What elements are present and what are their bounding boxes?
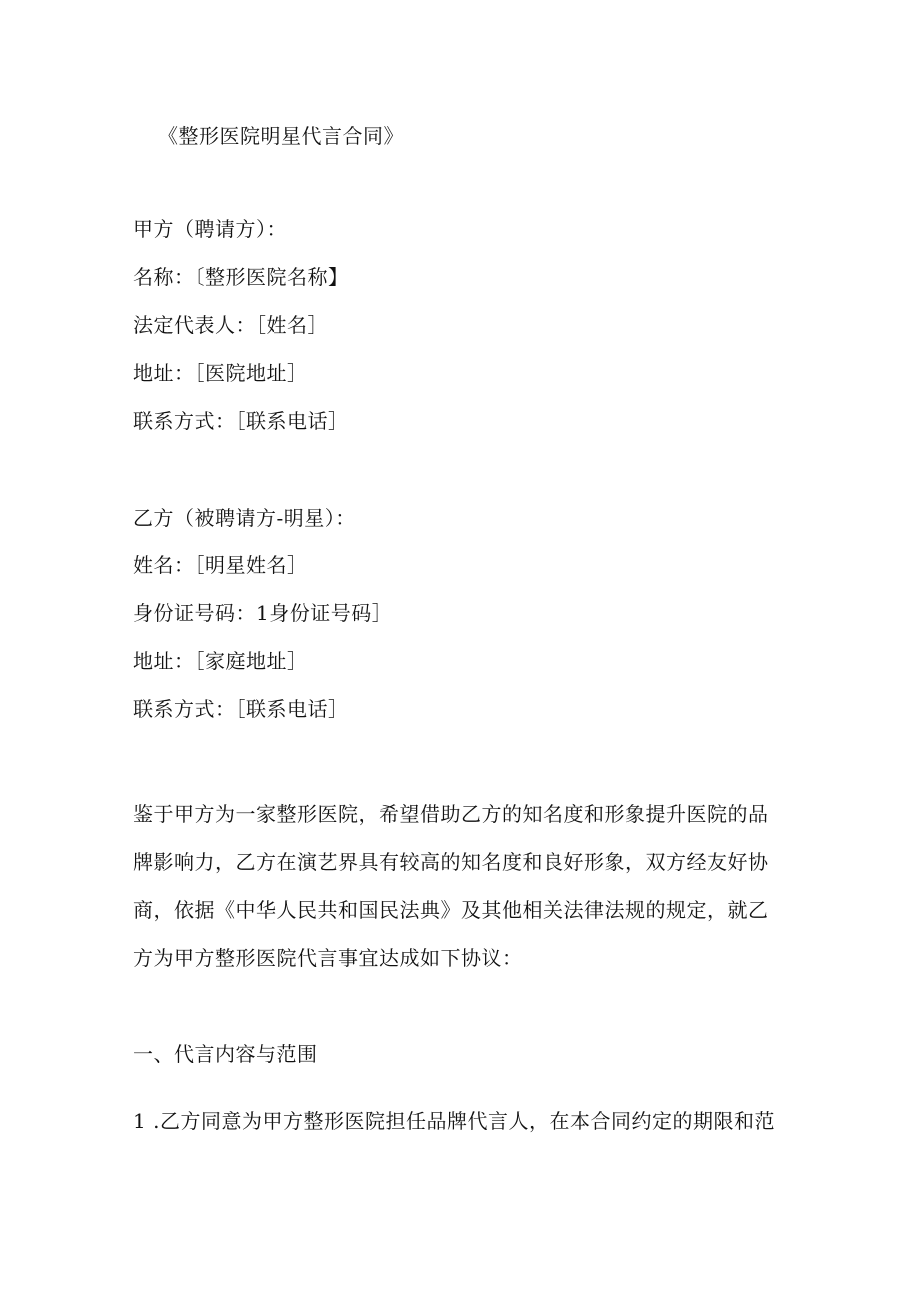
party-b-id-number: 身份证号码：1身份证号码］: [133, 601, 393, 625]
party-a-heading: 甲方（聘请方）：: [133, 217, 287, 241]
preamble-paragraph: [133, 790, 773, 982]
preamble-line: 方为甲方整形医院代言事宜达成如下协议：: [133, 946, 523, 970]
preamble-line: 鉴于甲方为一家整形医院，希望借助乙方的知名度和形象提升医院的品: [133, 802, 769, 826]
section-1-heading: 一、代言内容与范围: [133, 1042, 318, 1066]
section-1-clause-1: 1 .乙方同意为甲方整形医院担任品牌代言人，在本合同约定的期限和范: [133, 1109, 775, 1133]
party-a-contact: 联系方式：［联系电话］: [133, 409, 349, 433]
preamble-line: 牌影响力，乙方在演艺界具有较高的知名度和良好形象，双方经友好协: [133, 850, 769, 874]
contract-title: 《整形医院明星代言合同》: [158, 124, 404, 148]
party-a-name: 名称：〔整形医院名称】: [133, 265, 349, 289]
party-b-address: 地址：［家庭地址］: [133, 649, 308, 673]
preamble-line: 商，依据《中华人民共和国民法典》及其他相关法律法规的规定，就乙: [133, 898, 769, 922]
party-a-legal-rep: 法定代表人：［姓名］: [133, 313, 328, 337]
party-b-contact: 联系方式：［联系电话］: [133, 697, 349, 721]
party-a-address: 地址：［医院地址］: [133, 361, 308, 385]
party-b-name: 姓名：［明星姓名］: [133, 553, 308, 577]
party-b-heading: 乙方（被聘请方-明星）：: [133, 506, 356, 530]
